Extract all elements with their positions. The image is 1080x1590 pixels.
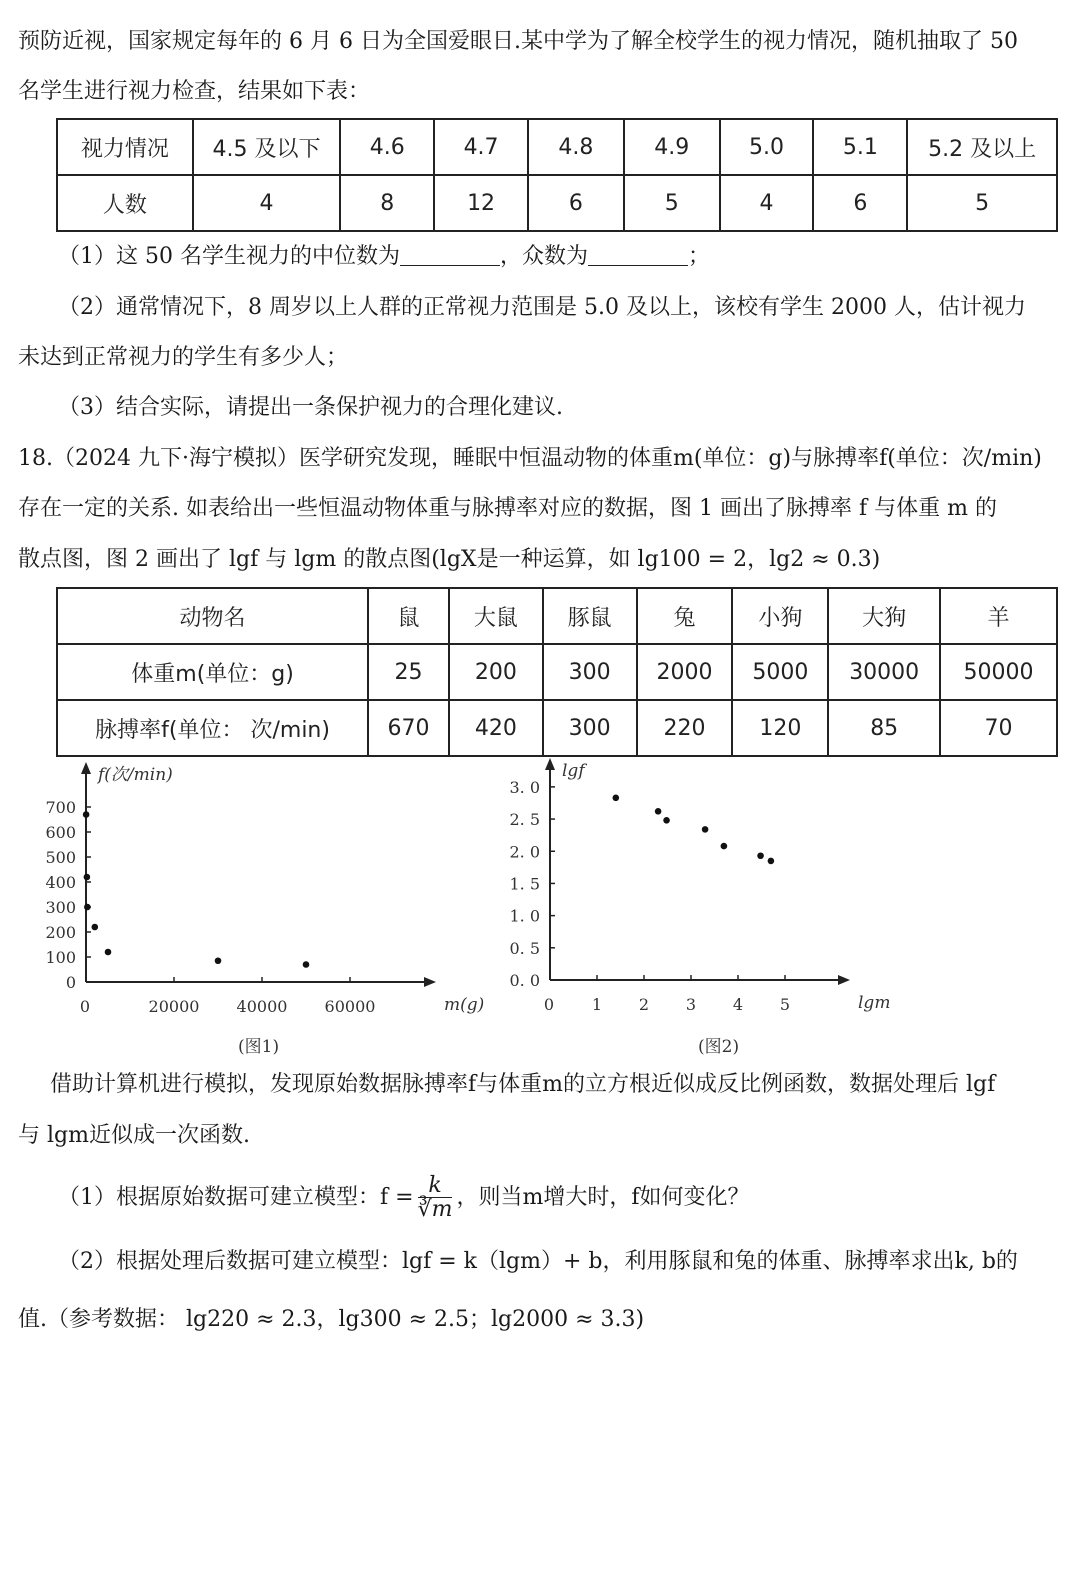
animal-name: 羊 <box>940 588 1057 644</box>
data-point <box>84 904 91 911</box>
data-point <box>303 961 310 968</box>
figure-2-axes <box>545 758 850 985</box>
vision-level: 4.6 <box>340 119 434 175</box>
vision-count: 5 <box>624 175 720 231</box>
animal-mass: 2000 <box>637 644 733 700</box>
animal-table <box>56 587 1058 757</box>
vision-level: 4.8 <box>528 119 624 175</box>
vision-level: 5.0 <box>720 119 814 175</box>
y-tick-label: 0. 0 <box>509 971 540 990</box>
animal-mass: 30000 <box>828 644 940 700</box>
q18-line-2: 存在一定的关系. 如表给出一些恒温动物体重与脉搏率对应的数据，图 1 画出了脉搏率 f 与体重 m 的 <box>18 496 997 521</box>
animal-rate: 70 <box>940 700 1057 756</box>
data-point <box>84 874 91 881</box>
x-axis-label: m(g) <box>444 995 485 1015</box>
data-point <box>757 852 764 859</box>
vision-count: 12 <box>434 175 528 231</box>
rate-row-header: 脉搏率f(单位： 次/min) <box>57 700 368 756</box>
vision-level: 5.2 及以上 <box>907 119 1057 175</box>
vision-count: 6 <box>813 175 907 231</box>
q17-part2-line1: （2）通常情况下，8 周岁以上人群的正常视力范围是 5.0 及以上，该校有学生 2000 人，估计视力 <box>58 295 1026 320</box>
intro-line-2: 名学生进行视力检查，结果如下表： <box>18 79 371 104</box>
q17-part1-text-a: （1）这 50 名学生视力的中位数为 <box>58 244 400 269</box>
data-point <box>83 811 90 818</box>
animal-mass: 200 <box>449 644 543 700</box>
x-tick-label: 20000 <box>148 997 200 1016</box>
y-tick-label: 0. 5 <box>509 938 540 958</box>
x-tick-label: 1 <box>591 995 603 1014</box>
y-tick-label: 500 <box>45 848 76 867</box>
fraction-numerator: k <box>418 1175 453 1198</box>
y-tick-label: 2. 0 <box>509 842 540 862</box>
figure-1-scatter <box>30 760 485 1030</box>
vision-row-header: 视力情况 <box>57 119 193 175</box>
data-point <box>663 817 670 824</box>
animal-name: 兔 <box>637 588 733 644</box>
x-axis-arrow <box>838 975 850 985</box>
q17-part3: （3）结合实际，请提出一条保护视力的合理化建议. <box>58 395 563 420</box>
model-1-question <box>58 1172 1062 1228</box>
animal-name: 豚鼠 <box>543 588 637 644</box>
data-point <box>215 957 222 964</box>
animal-rate-row <box>57 700 1057 756</box>
x-tick-label: 5 <box>779 995 791 1014</box>
figure-1-points <box>83 811 309 968</box>
animal-rate: 120 <box>732 700 828 756</box>
y-tick-label: 3. 0 <box>509 777 540 797</box>
figure-1-tick-labels <box>45 765 484 1016</box>
animal-rate: 420 <box>449 700 543 756</box>
model-2-line-1: （2）根据处理后数据可建立模型：lgf = k（lgm）+ b，利用豚鼠和兔的体重、脉搏率求出k, b的 <box>58 1249 1018 1274</box>
data-point <box>721 843 728 850</box>
vision-level: 4.9 <box>624 119 720 175</box>
animal-rate: 85 <box>828 700 940 756</box>
y-tick-label: 400 <box>45 873 76 892</box>
animal-mass: 25 <box>368 644 449 700</box>
vision-level: 5.1 <box>813 119 907 175</box>
q17-part1 <box>58 242 1062 272</box>
vision-count-row <box>57 175 1057 231</box>
y-tick-label: 2. 5 <box>509 810 540 830</box>
x-axis-label: lgm <box>858 993 891 1013</box>
x-tick-label: 3 <box>685 995 697 1014</box>
animal-header: 动物名 <box>57 588 368 644</box>
animal-name: 大狗 <box>828 588 940 644</box>
vision-count: 5 <box>907 175 1057 231</box>
animal-mass-row <box>57 644 1057 700</box>
model-2-line-2: 值.（参考数据： lg220 ≈ 2.3，lg300 ≈ 2.5；lg2000 ≈ 3.3) <box>18 1307 645 1332</box>
vision-count: 8 <box>340 175 434 231</box>
mode-answer-blank[interactable] <box>588 243 688 266</box>
data-point <box>655 808 662 815</box>
data-point <box>92 924 99 931</box>
vision-level: 4.7 <box>434 119 528 175</box>
animal-name: 鼠 <box>368 588 449 644</box>
intro-line-1: 预防近视，国家规定每年的 6 月 6 日为全国爱眼日.某中学为了解全校学生的视力情况，随机抽取了 50 <box>18 29 1018 54</box>
formula-fraction <box>417 1172 453 1222</box>
median-answer-blank[interactable] <box>400 243 500 266</box>
vision-count: 6 <box>528 175 624 231</box>
y-axis-arrow <box>81 762 91 774</box>
animal-name: 小狗 <box>732 588 828 644</box>
figure-2-points <box>613 795 775 865</box>
data-point <box>702 826 709 833</box>
vision-table <box>56 118 1058 232</box>
y-tick-label: 700 <box>45 798 76 817</box>
x-tick-label: 2 <box>638 995 650 1014</box>
x-tick-label: 4 <box>732 995 744 1014</box>
figure-1-caption: (图1) <box>238 1037 280 1057</box>
animal-name: 大鼠 <box>449 588 543 644</box>
x-tick-label: 0 <box>79 997 91 1016</box>
vision-count: 4 <box>193 175 341 231</box>
figure-2-tick-labels <box>509 761 890 1014</box>
model-1-text-b: ，则当m增大时，f如何变化？ <box>456 1185 750 1210</box>
q17-part1-text-b: ，众数为 <box>499 244 588 269</box>
animal-mass: 300 <box>543 644 637 700</box>
after-line-1: 借助计算机进行模拟，发现原始数据脉搏率f与体重m的立方根近似成反比例函数，数据处理后 lgf <box>50 1072 996 1097</box>
y-tick-label: 1. 5 <box>509 874 540 894</box>
y-tick-label: 0 <box>65 973 76 992</box>
animal-mass: 5000 <box>732 644 828 700</box>
mass-row-header: 体重m(单位：g) <box>57 644 368 700</box>
q17-part2-line2: 未达到正常视力的学生有多少人； <box>18 345 349 370</box>
x-tick-label: 60000 <box>324 997 376 1016</box>
count-row-header: 人数 <box>57 175 193 231</box>
x-axis-arrow <box>424 977 436 987</box>
y-tick-label: 600 <box>45 823 76 842</box>
vision-level: 4.5 及以下 <box>193 119 341 175</box>
q18-line-1: 18.（2024 九下·海宁模拟）医学研究发现，睡眠中恒温动物的体重m(单位：g)与脉搏率f(单位：次/min) <box>18 446 1042 471</box>
x-tick-label: 0 <box>543 995 555 1014</box>
figure-2-caption: (图2) <box>698 1037 740 1057</box>
animal-mass: 50000 <box>940 644 1057 700</box>
y-tick-label: 1. 0 <box>509 906 540 926</box>
vision-count: 4 <box>720 175 814 231</box>
animal-rate: 220 <box>637 700 733 756</box>
y-tick-label: 100 <box>45 948 76 967</box>
y-axis-arrow <box>545 758 555 770</box>
y-tick-label: 200 <box>45 923 76 942</box>
fraction-denominator: ∛m <box>417 1196 453 1222</box>
vision-level-row <box>57 119 1057 175</box>
model-1-text-a: （1）根据原始数据可建立模型：f = <box>58 1185 414 1210</box>
animal-name-row <box>57 588 1057 644</box>
animal-rate: 300 <box>543 700 637 756</box>
data-point <box>105 949 112 956</box>
y-axis-label: f(次/min) <box>98 765 173 785</box>
data-point <box>613 795 620 802</box>
q17-part1-text-c: ； <box>688 244 711 269</box>
y-tick-label: 300 <box>45 898 76 917</box>
figure-1-axes <box>81 762 436 987</box>
figure-2-scatter <box>500 760 891 1030</box>
animal-rate: 670 <box>368 700 449 756</box>
x-tick-label: 40000 <box>236 997 288 1016</box>
y-axis-label: lgf <box>562 761 585 781</box>
data-point <box>768 858 775 865</box>
q18-line-3: 散点图，图 2 画出了 lgf 与 lgm 的散点图(lgX是一种运算，如 lg100 = 2，lg2 ≈ 0.3) <box>18 547 881 572</box>
after-line-2: 与 lgm近似成一次函数. <box>18 1123 250 1148</box>
